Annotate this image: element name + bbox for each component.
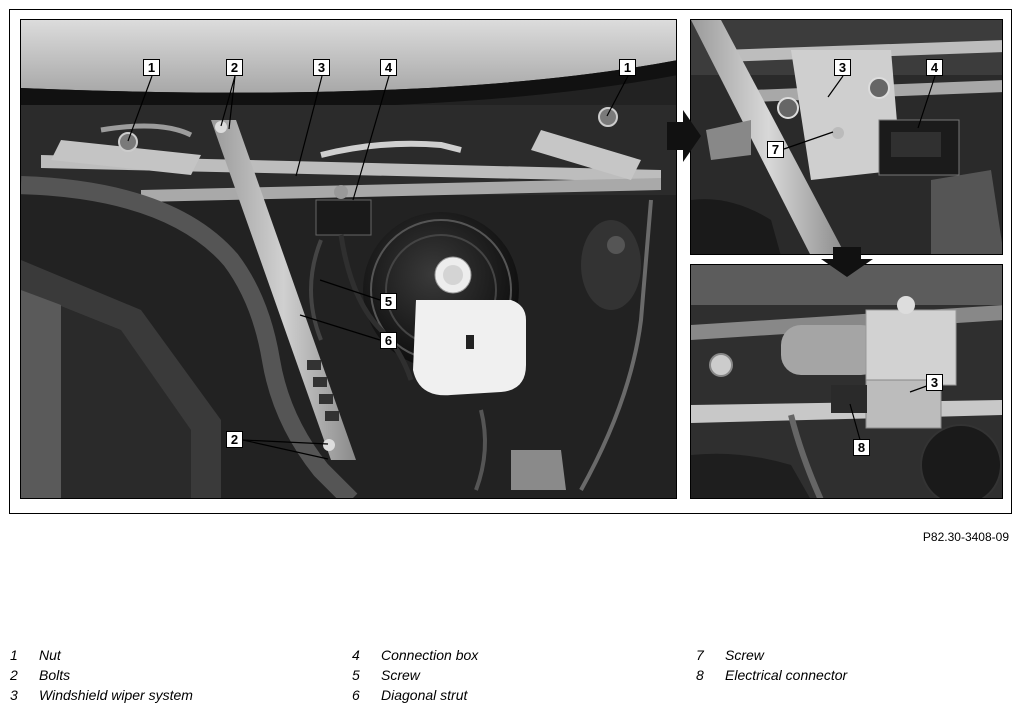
engine-bay-photo: [20, 19, 677, 499]
callout-3-main: 3: [313, 59, 330, 76]
arrow-down-icon: [821, 247, 873, 277]
figure-code: P82.30-3408-09: [922, 530, 1009, 544]
callout-4-detail-top: 4: [926, 59, 943, 76]
legend-label: Electrical connector: [725, 667, 848, 683]
legend-label: Nut: [39, 647, 61, 663]
legend-label: Windshield wiper system: [39, 687, 193, 703]
callout-4-main: 4: [380, 59, 397, 76]
callout-7-detail-top: 7: [767, 141, 784, 158]
callout-2-bottom: 2: [226, 431, 243, 448]
legend-item: [352, 665, 478, 685]
wiper-detail-photo-bottom: [690, 264, 1003, 499]
legend-label: Diagonal strut: [381, 687, 468, 703]
legend-number: 7: [696, 647, 704, 663]
legend-item: [10, 645, 193, 665]
legend-number: 5: [352, 667, 360, 683]
legend-item: [352, 645, 478, 665]
callout-2-top: 2: [226, 59, 243, 76]
legend-column-1: [10, 645, 193, 705]
legend-item: [10, 665, 193, 685]
callout-8-detail-bottom: 8: [853, 439, 870, 456]
legend-label: Screw: [725, 647, 764, 663]
legend-column-3: [696, 645, 847, 685]
legend-item: [10, 685, 193, 705]
legend-item: [696, 665, 847, 685]
legend-item: [352, 685, 478, 705]
callout-1-left: 1: [143, 59, 160, 76]
callout-1-right: 1: [619, 59, 636, 76]
callout-3-detail-bottom: 3: [926, 374, 943, 391]
legend-number: 2: [10, 667, 18, 683]
legend-label: Bolts: [39, 667, 71, 683]
legend-label: Screw: [381, 667, 420, 683]
legend-number: 4: [352, 647, 360, 663]
arrow-right-icon: [667, 110, 701, 162]
callout-3-detail-top: 3: [834, 59, 851, 76]
wiper-detail-photo-top: [690, 19, 1003, 255]
legend-number: 6: [352, 687, 360, 703]
callout-6-main: 6: [380, 332, 397, 349]
legend-number: 1: [10, 647, 18, 663]
legend-label: Connection box: [381, 647, 479, 663]
legend-number: 8: [696, 667, 704, 683]
legend-column-2: [352, 645, 478, 705]
callout-5-main: 5: [380, 293, 397, 310]
legend-number: 3: [10, 687, 18, 703]
legend-item: [696, 645, 847, 665]
